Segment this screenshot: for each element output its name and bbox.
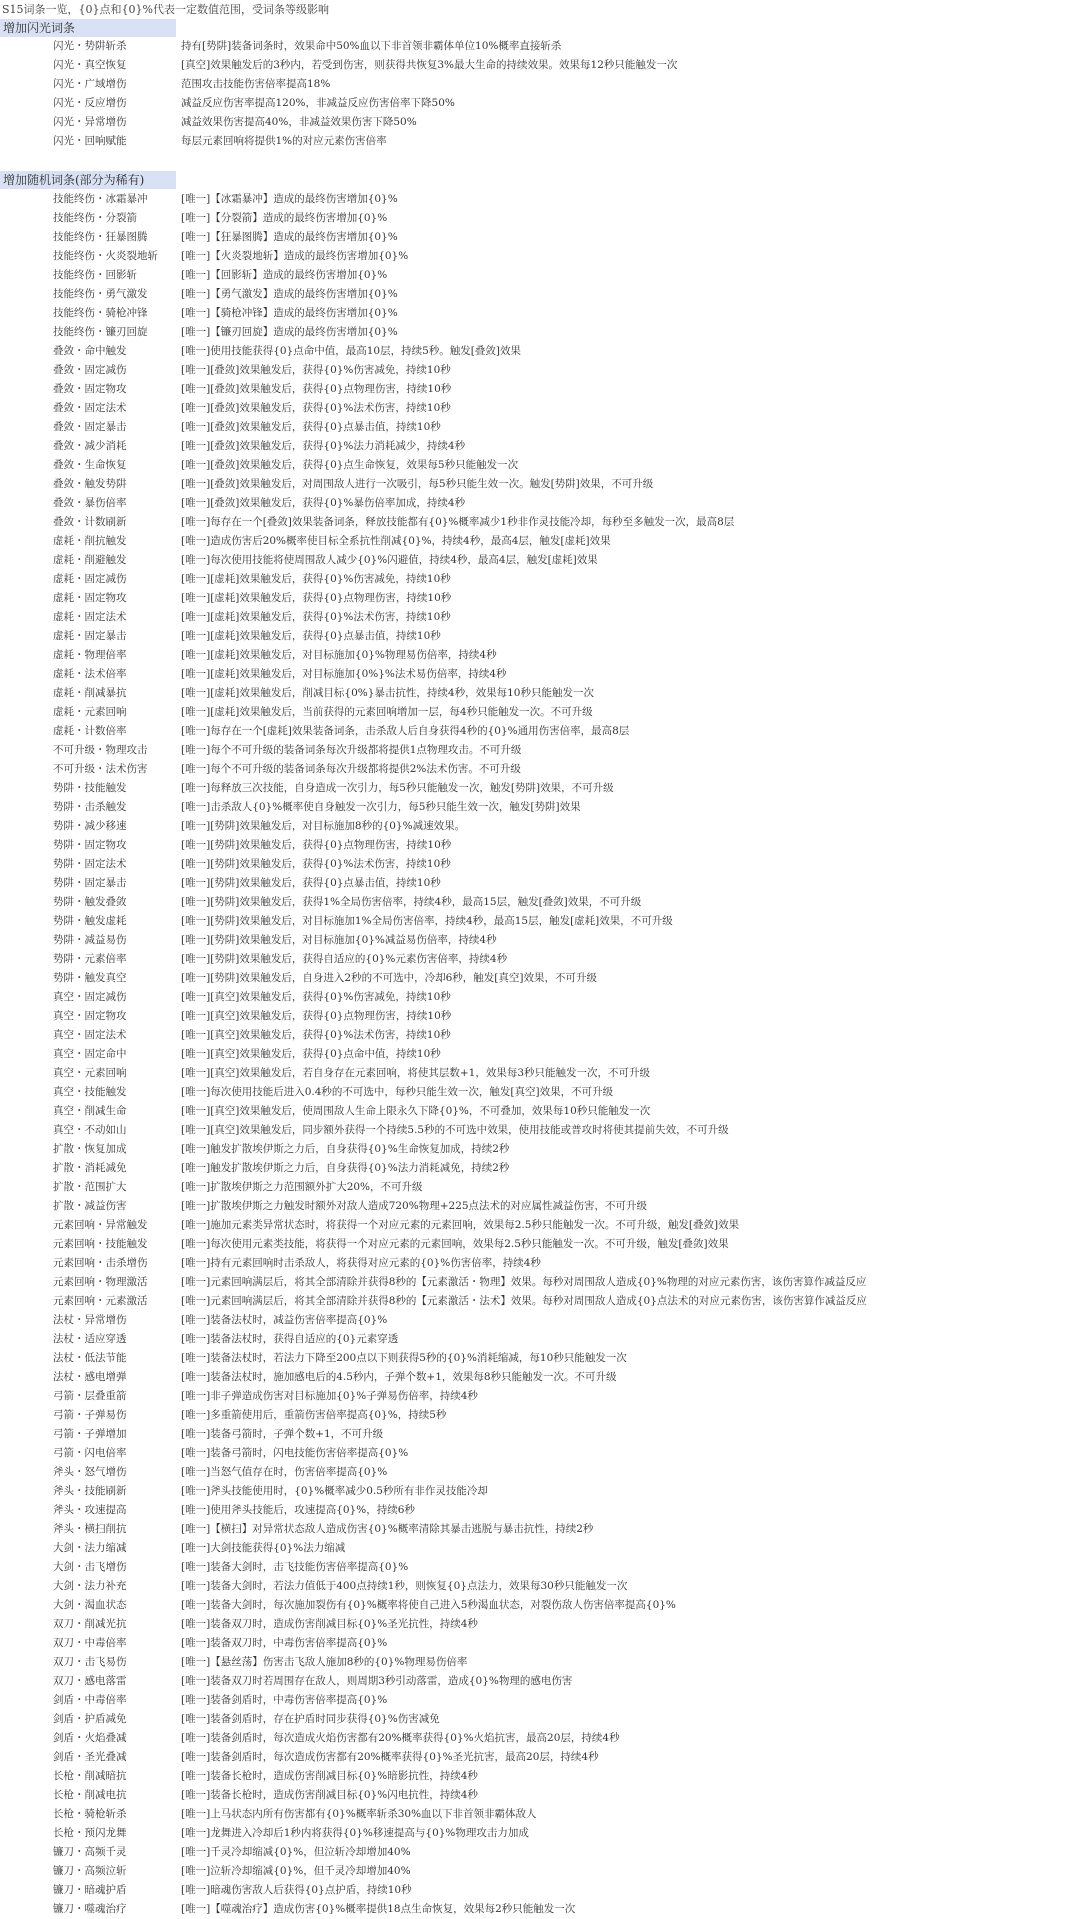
list-item bbox=[0, 912, 1080, 931]
affix-name: 剑盾・火焰叠减 bbox=[53, 1732, 127, 1744]
list-item bbox=[0, 1615, 1080, 1634]
list-item bbox=[0, 1083, 1080, 1102]
affix-name: 真空・固定物攻 bbox=[53, 1010, 127, 1022]
affix-description: [唯一]装备剑盾时，每次造成火焰伤害都有20%概率获得{0}%火焰抗害，最高20层，持续4秒 bbox=[181, 1732, 620, 1744]
affix-description: [唯一]装备大剑时，若法力值低于400点持续1秒，则恢复{0}点法力，效果每30秒只能触发一次 bbox=[181, 1580, 628, 1592]
affix-description: [唯一]每存在一个[叠敛]效果装备词条，释放技能都有{0}%概率减少1秒非作灵技能冷却，每秒至多触发一次，最高8层 bbox=[181, 516, 735, 528]
list-item bbox=[0, 1102, 1080, 1121]
affix-description: [唯一]击杀敌人{0}%概率使自身触发一次引力，每5秒只能生效一次，触发[势阱]效果 bbox=[181, 801, 581, 813]
list-item bbox=[0, 1691, 1080, 1710]
affix-name: 技能终伤・骑枪冲锋 bbox=[53, 307, 148, 319]
affix-description: 持有[势阱]装备词条时，效果命中50%血以下非首领非霸体单位10%概率直接斩杀 bbox=[181, 40, 562, 52]
list-item bbox=[0, 1843, 1080, 1862]
list-item bbox=[0, 228, 1080, 247]
list-item bbox=[0, 874, 1080, 893]
affix-description: [唯一]元素回响满层后，将其全部清除并获得8秒的【元素激活・物理】效果。每秒对周围敌人造成{0}%物理的对应元素伤害，该伤害算作减益反应 bbox=[181, 1276, 867, 1288]
affix-description: [唯一][叠敛]效果触发后，获得{0}%暴伤倍率加成，持续4秒 bbox=[181, 497, 466, 509]
affix-description: [唯一]装备双刀时若周围存在敌人，则周期3秒引动落雷，造成{0}%物理的感电伤害 bbox=[181, 1675, 573, 1687]
list-item bbox=[0, 836, 1080, 855]
list-item bbox=[0, 893, 1080, 912]
list-item bbox=[0, 703, 1080, 722]
affix-description: [唯一]【分裂箭】造成的最终伤害增加{0}% bbox=[181, 212, 388, 224]
affix-name: 虚耗・削避触发 bbox=[53, 554, 127, 566]
affix-name: 闪光・势阱斩杀 bbox=[53, 40, 127, 52]
affix-name: 元素回响・异常触发 bbox=[53, 1219, 148, 1231]
affix-description: [唯一][势阱]效果触发后，获得{0}点暴击值，持续10秒 bbox=[181, 877, 441, 889]
affix-description: [唯一]装备长枪时，造成伤害削减目标{0}%闪电抗性，持续4秒 bbox=[181, 1789, 478, 1801]
affix-description: [唯一][真空]效果触发后，获得{0}点命中值，持续10秒 bbox=[181, 1048, 441, 1060]
affix-name: 闪光・异常增伤 bbox=[53, 116, 127, 128]
affix-name: 双刀・削减光抗 bbox=[53, 1618, 127, 1630]
list-item bbox=[0, 1273, 1080, 1292]
list-item bbox=[0, 1349, 1080, 1368]
affix-name: 势阱・固定物攻 bbox=[53, 839, 127, 851]
affix-name: 势阱・减少移速 bbox=[53, 820, 127, 832]
affix-description: [唯一]装备剑盾时，每次造成伤害都有20%概率获得{0}%圣光抗害，最高20层，持续4秒 bbox=[181, 1751, 599, 1763]
affix-description: [唯一][虚耗]效果触发后，获得{0}%伤害减免，持续10秒 bbox=[181, 573, 451, 585]
list-item bbox=[0, 589, 1080, 608]
list-item bbox=[0, 741, 1080, 760]
list-item bbox=[0, 950, 1080, 969]
list-item bbox=[0, 132, 1080, 151]
list-item bbox=[0, 779, 1080, 798]
affix-description: [唯一]当怒气值存在时，伤害倍率提高{0}% bbox=[181, 1466, 388, 1478]
list-item bbox=[0, 798, 1080, 817]
affix-name: 势阱・触发虚耗 bbox=[53, 915, 127, 927]
list-item bbox=[0, 1197, 1080, 1216]
list-item bbox=[0, 988, 1080, 1007]
affix-name: 双刀・击飞易伤 bbox=[53, 1656, 127, 1668]
affix-name: 叠敛・命中触发 bbox=[53, 345, 127, 357]
list-item bbox=[0, 1729, 1080, 1748]
list-item bbox=[0, 1577, 1080, 1596]
affix-description: [唯一][势阱]效果触发后，获得1%全局伤害倍率，持续4秒，最高15层，触发[叠敛]效果，不可升级 bbox=[181, 896, 642, 908]
list-item bbox=[0, 285, 1080, 304]
list-item bbox=[0, 475, 1080, 494]
affix-name: 叠敛・减少消耗 bbox=[53, 440, 127, 452]
affix-description: [唯一]【勇气激发】造成的最终伤害增加{0}% bbox=[181, 288, 398, 300]
affix-description: [唯一][势阱]效果触发后，自身进入2秒的不可选中，冷却6秒，触发[真空]效果，不可升级 bbox=[181, 972, 597, 984]
list-item bbox=[0, 1387, 1080, 1406]
affix-name: 叠敛・固定暴击 bbox=[53, 421, 127, 433]
affix-description: [唯一]装备剑盾时，中毒伤害倍率提高{0}% bbox=[181, 1694, 388, 1706]
list-item bbox=[0, 342, 1080, 361]
affix-description: [唯一]【骑枪冲锋】造成的最终伤害增加{0}% bbox=[181, 307, 398, 319]
affix-description: [唯一]装备剑盾时，存在护盾时同步获得{0}%伤害减免 bbox=[181, 1713, 440, 1725]
affix-name: 技能终伤・冰霜暴冲 bbox=[53, 193, 148, 205]
list-item bbox=[0, 1026, 1080, 1045]
affix-name: 弓箭・子弹增加 bbox=[53, 1428, 127, 1440]
list-item bbox=[0, 1444, 1080, 1463]
list-item bbox=[0, 1064, 1080, 1083]
affix-name: 叠敛・暴伤倍率 bbox=[53, 497, 127, 509]
affix-name: 真空・固定法术 bbox=[53, 1029, 127, 1041]
affix-name: 叠敛・固定减伤 bbox=[53, 364, 127, 376]
list-item bbox=[0, 456, 1080, 475]
affix-description: [唯一]装备弓箭时，子弹个数+1，不可升级 bbox=[181, 1428, 384, 1440]
list-item bbox=[0, 684, 1080, 703]
affix-name: 叠敛・固定法术 bbox=[53, 402, 127, 414]
list-item bbox=[0, 1634, 1080, 1653]
affix-name: 斧头・攻速提高 bbox=[53, 1504, 127, 1516]
affix-name: 虚耗・固定物攻 bbox=[53, 592, 127, 604]
list-item bbox=[0, 37, 1080, 56]
affix-description: [唯一]每次使用技能将使周围敌人减少{0}%闪避值，持续4秒，最高4层，触发[虚耗]效果 bbox=[181, 554, 598, 566]
affix-name: 真空・元素回响 bbox=[53, 1067, 127, 1079]
random-affix-list bbox=[0, 190, 1080, 1919]
affix-description: [唯一]【火炎裂地斩】造成的最终伤害增加{0}% bbox=[181, 250, 409, 262]
affix-name: 剑盾・中毒倍率 bbox=[53, 1694, 127, 1706]
list-item bbox=[0, 94, 1080, 113]
affix-name: 元素回响・物理激活 bbox=[53, 1276, 148, 1288]
affix-name: 技能终伤・勇气激发 bbox=[53, 288, 148, 300]
affix-name: 虚耗・物理倍率 bbox=[53, 649, 127, 661]
affix-name: 叠敛・固定物攻 bbox=[53, 383, 127, 395]
affix-description: 减益反应伤害率提高120%，非减益反应伤害倍率下降50% bbox=[181, 97, 455, 109]
list-item bbox=[0, 1900, 1080, 1919]
list-item bbox=[0, 627, 1080, 646]
affix-name: 闪光・反应增伤 bbox=[53, 97, 127, 109]
affix-description: [唯一]施加元素类异常状态时，将获得一个对应元素的元素回响，效果每2.5秒只能触发一次。不可升级，触发[叠敛]效果 bbox=[181, 1219, 740, 1231]
section-header-random-affixes: 增加随机词条(部分为稀有) bbox=[0, 171, 176, 189]
affix-description: [唯一]非子弹造成伤害对目标施加{0}%子弹易伤倍率，持续4秒 bbox=[181, 1390, 478, 1402]
affix-description: [唯一]扩散埃伊斯之力范围额外扩大20%，不可升级 bbox=[181, 1181, 423, 1193]
affix-name: 真空・固定命中 bbox=[53, 1048, 127, 1060]
list-item bbox=[0, 56, 1080, 75]
affix-name: 镰刀・高频千灵 bbox=[53, 1846, 127, 1858]
list-item bbox=[0, 494, 1080, 513]
affix-name: 虚耗・计数倍率 bbox=[53, 725, 127, 737]
list-item bbox=[0, 1425, 1080, 1444]
affix-name: 虚耗・固定法术 bbox=[53, 611, 127, 623]
affix-description: [唯一][叠敛]效果触发后，获得{0}点暴击值，持续10秒 bbox=[181, 421, 441, 433]
affix-name: 长枪・削减电抗 bbox=[53, 1789, 127, 1801]
affix-name: 虚耗・削抗触发 bbox=[53, 535, 127, 547]
affix-name: 虚耗・法术倍率 bbox=[53, 668, 127, 680]
affix-name: 镰刀・噬魂治疗 bbox=[53, 1903, 127, 1915]
affix-description: [唯一][虚耗]效果触发后，获得{0}点暴击值，持续10秒 bbox=[181, 630, 441, 642]
affix-description: [唯一][叠敛]效果触发后，获得{0}点物理伤害，持续10秒 bbox=[181, 383, 452, 395]
affix-name: 大剑・法力补充 bbox=[53, 1580, 127, 1592]
affix-description: [唯一]装备双刀时，中毒伤害倍率提高{0}% bbox=[181, 1637, 388, 1649]
list-item bbox=[0, 1159, 1080, 1178]
affix-name: 势阱・元素倍率 bbox=[53, 953, 127, 965]
affix-description: [唯一][虚耗]效果触发后，获得{0}%法术伤害，持续10秒 bbox=[181, 611, 451, 623]
affix-name: 叠敛・生命恢复 bbox=[53, 459, 127, 471]
affix-name: 闪光・广域增伤 bbox=[53, 78, 127, 90]
affix-name: 闪光・真空恢复 bbox=[53, 59, 127, 71]
affix-description: [唯一]龙舞进入冷却后1秒内将获得{0}%移速提高与{0}%物理攻击力加成 bbox=[181, 1827, 529, 1839]
affix-name: 弓箭・层叠重箭 bbox=[53, 1390, 127, 1402]
affix-name: 虚耗・固定暴击 bbox=[53, 630, 127, 642]
list-item bbox=[0, 1178, 1080, 1197]
affix-description: [唯一][叠敛]效果触发后，获得{0}%伤害减免，持续10秒 bbox=[181, 364, 451, 376]
affix-name: 剑盾・圣光叠减 bbox=[53, 1751, 127, 1763]
affix-description: [唯一]元素回响满层后，将其全部清除并获得8秒的【元素激活・法术】效果。每秒对周围敌人造成{0}点法术的对应元素伤害，该伤害算作减益反应 bbox=[181, 1295, 867, 1307]
affix-description: [唯一][叠敛]效果触发后，获得{0}点生命恢复，效果每5秒只能触发一次 bbox=[181, 459, 519, 471]
list-item bbox=[0, 1786, 1080, 1805]
affix-name: 虚耗・削减暴抗 bbox=[53, 687, 127, 699]
list-item bbox=[0, 1292, 1080, 1311]
affix-description: 范围攻击技能伤害倍率提高18% bbox=[181, 78, 331, 90]
affix-description: [唯一][真空]效果触发后，获得{0}点物理伤害，持续10秒 bbox=[181, 1010, 452, 1022]
affix-description: [唯一]装备大剑时，每次施加裂伤有{0}%概率将使自己进入5秒渴血状态，对裂伤敌人伤害倍率提高{0}% bbox=[181, 1599, 676, 1611]
list-item bbox=[0, 722, 1080, 741]
list-item bbox=[0, 380, 1080, 399]
affix-name: 闪光・回响赋能 bbox=[53, 135, 127, 147]
affix-name: 剑盾・护盾减免 bbox=[53, 1713, 127, 1725]
list-item bbox=[0, 1596, 1080, 1615]
affix-name: 扩散・范围扩大 bbox=[53, 1181, 127, 1193]
affix-description: [唯一][势阱]效果触发后，对目标施加{0}%减益易伤倍率，持续4秒 bbox=[181, 934, 497, 946]
affix-name: 斧头・横扫削抗 bbox=[53, 1523, 127, 1535]
affix-description: [唯一]多重箭使用后，重箭伤害倍率提高{0}%，持续5秒 bbox=[181, 1409, 447, 1421]
list-item bbox=[0, 1311, 1080, 1330]
affix-description: [唯一]上马状态内所有伤害都有{0}%概率斩杀30%血以下非首领非霸体敌人 bbox=[181, 1808, 537, 1820]
affix-name: 真空・削减生命 bbox=[53, 1105, 127, 1117]
affix-name: 势阱・固定暴击 bbox=[53, 877, 127, 889]
affix-description: [唯一]每存在一个[虚耗]效果装备词条，击杀敌人后自身获得4秒的{0}%通用伤害倍率，最高8层 bbox=[181, 725, 630, 737]
affix-description: [唯一][虚耗]效果触发后，削减目标{0%}暴击抗性，持续4秒，效果每10秒只能触发一次 bbox=[181, 687, 594, 699]
list-item bbox=[0, 75, 1080, 94]
affix-description: [唯一]每次使用技能后进入0.4秒的不可选中，每秒只能生效一次，触发[真空]效果，不可升级 bbox=[181, 1086, 614, 1098]
affix-name: 势阱・减益易伤 bbox=[53, 934, 127, 946]
affix-description: [唯一]【狂暴图腾】造成的最终伤害增加{0}% bbox=[181, 231, 398, 243]
affix-description: 减益效果伤害提高40%，非减益效果伤害下降50% bbox=[181, 116, 417, 128]
affix-description: [唯一][势阱]效果触发后，获得自适应的{0}%元素伤害倍率，持续4秒 bbox=[181, 953, 508, 965]
affix-description: [唯一]使用斧头技能后，攻速提高{0}%，持续6秒 bbox=[181, 1504, 415, 1516]
affix-name: 技能终伤・回影斩 bbox=[53, 269, 137, 281]
affix-description: [唯一]大剑技能获得{0}%法力缩减 bbox=[181, 1542, 346, 1554]
affix-description: [唯一][真空]效果触发后，获得{0}%伤害减免，持续10秒 bbox=[181, 991, 451, 1003]
list-item bbox=[0, 304, 1080, 323]
affix-description: [唯一][虚耗]效果触发后，获得{0}点物理伤害，持续10秒 bbox=[181, 592, 452, 604]
affix-name: 技能终伤・镰刃回旋 bbox=[53, 326, 148, 338]
affix-name: 势阱・固定法术 bbox=[53, 858, 127, 870]
affix-name: 大剑・击飞增伤 bbox=[53, 1561, 127, 1573]
list-item bbox=[0, 1254, 1080, 1273]
affix-description: [唯一]斧头技能使用时，{0}%概率减少0.5秒所有非作灵技能冷却 bbox=[181, 1485, 488, 1497]
list-item bbox=[0, 1045, 1080, 1064]
affix-name: 法杖・感电增弹 bbox=[53, 1371, 127, 1383]
affix-description: 每层元素回响将提供1%的对应元素伤害倍率 bbox=[181, 135, 387, 147]
affix-description: [唯一]扩散埃伊斯之力触发时额外对敌人造成720%物理+225点法术的对应属性减益伤害，不可升级 bbox=[181, 1200, 648, 1212]
affix-name: 扩散・减益伤害 bbox=[53, 1200, 127, 1212]
list-item bbox=[0, 1824, 1080, 1843]
affix-name: 势阱・触发叠敛 bbox=[53, 896, 127, 908]
affix-description: [唯一]【噬魂治疗】造成伤害{0}%概率提供18点生命恢复，效果每2秒只能触发一次 bbox=[181, 1903, 576, 1915]
affix-name: 元素回响・击杀增伤 bbox=[53, 1257, 148, 1269]
list-item bbox=[0, 570, 1080, 589]
affix-name: 斧头・技能刷新 bbox=[53, 1485, 127, 1497]
list-item bbox=[0, 113, 1080, 132]
affix-name: 双刀・中毒倍率 bbox=[53, 1637, 127, 1649]
affix-description: [唯一][叠敛]效果触发后，获得{0}%法力消耗减少，持续4秒 bbox=[181, 440, 466, 452]
affix-description: [唯一]装备双刀时，造成伤害削减目标{0}%圣光抗性，持续4秒 bbox=[181, 1618, 478, 1630]
affix-name: 弓箭・子弹易伤 bbox=[53, 1409, 127, 1421]
affix-description: [唯一]每释放三次技能，自身造成一次引力，每5秒只能触发一次，触发[势阱]效果，不可升级 bbox=[181, 782, 614, 794]
affix-name: 法杖・低法节能 bbox=[53, 1352, 127, 1364]
affix-description: [唯一]使用技能获得{0}点命中值，最高10层，持续5秒。触发[叠敛]效果 bbox=[181, 345, 521, 357]
affix-name: 叠敛・计数刷新 bbox=[53, 516, 127, 528]
affix-description: [唯一]装备法杖时，减益伤害倍率提高{0}% bbox=[181, 1314, 388, 1326]
list-item bbox=[0, 209, 1080, 228]
list-item bbox=[0, 969, 1080, 988]
affix-name: 真空・技能触发 bbox=[53, 1086, 127, 1098]
affix-description: [唯一]每个不可升级的装备词条每次升级都将提供2%法术伤害。不可升级 bbox=[181, 763, 521, 775]
affix-description: [唯一]【回影斩】造成的最终伤害增加{0}% bbox=[181, 269, 388, 281]
affix-name: 大剑・法力缩减 bbox=[53, 1542, 127, 1554]
affix-name: 元素回响・元素激活 bbox=[53, 1295, 148, 1307]
affix-name: 不可升级・物理攻击 bbox=[53, 744, 148, 756]
list-item bbox=[0, 1330, 1080, 1349]
list-item bbox=[0, 1501, 1080, 1520]
list-item bbox=[0, 1672, 1080, 1691]
list-item bbox=[0, 551, 1080, 570]
list-item bbox=[0, 931, 1080, 950]
list-item bbox=[0, 1007, 1080, 1026]
affix-name: 镰刀・高频泣斩 bbox=[53, 1865, 127, 1877]
affix-description: [唯一][虚耗]效果触发后，对目标施加{0%}%法术易伤倍率，持续4秒 bbox=[181, 668, 507, 680]
affix-name: 长枪・削减暗抗 bbox=[53, 1770, 127, 1782]
list-item bbox=[0, 1368, 1080, 1387]
affix-description: [唯一]装备大剑时，击飞技能伤害倍率提高{0}% bbox=[181, 1561, 409, 1573]
list-item bbox=[0, 1406, 1080, 1425]
affix-description: [唯一]【悬丝荡】伤害击飞敌人施加8秒的{0}%物理易伤倍率 bbox=[181, 1656, 468, 1668]
affix-description: [唯一][虚耗]效果触发后，对目标施加{0}%物理易伤倍率，持续4秒 bbox=[181, 649, 497, 661]
list-item bbox=[0, 855, 1080, 874]
list-item bbox=[0, 437, 1080, 456]
list-item bbox=[0, 1748, 1080, 1767]
affix-description: [唯一]装备法杖时，施加感电后的4.5秒内，子弹个数+1，效果每8秒只能触发一次。不可升级 bbox=[181, 1371, 617, 1383]
affix-name: 长枪・骑枪斩杀 bbox=[53, 1808, 127, 1820]
affix-name: 扩散・恢复加成 bbox=[53, 1143, 127, 1155]
affix-description: [唯一][真空]效果触发后，若自身存在元素回响，将使其层数+1，效果每3秒只能触发一次，不可升级 bbox=[181, 1067, 651, 1079]
affix-description: [唯一][虚耗]效果触发后，当前获得的元素回响增加一层，每4秒只能触发一次。不可升级 bbox=[181, 706, 593, 718]
affix-description: [唯一]【冰霜暴冲】造成的最终伤害增加{0}% bbox=[181, 193, 398, 205]
list-item bbox=[0, 190, 1080, 209]
list-item bbox=[0, 323, 1080, 342]
affix-description: [唯一]造成伤害后20%概率使目标全系抗性削减{0}%，持续4秒，最高4层，触发[虚耗]效果 bbox=[181, 535, 611, 547]
affix-description: [唯一]【横扫】对异常状态敌人造成伤害{0}%概率清除其暴击逃脱与暴击抗性，持续2秒 bbox=[181, 1523, 594, 1535]
affix-description: [唯一]触发扩散埃伊斯之力后，自身获得{0}%生命恢复加成，持续2秒 bbox=[181, 1143, 510, 1155]
list-item bbox=[0, 1558, 1080, 1577]
affix-description: [唯一][真空]效果触发后，获得{0}%法术伤害，持续10秒 bbox=[181, 1029, 451, 1041]
list-item bbox=[0, 1767, 1080, 1786]
affix-description: [唯一]【镰刃回旋】造成的最终伤害增加{0}% bbox=[181, 326, 398, 338]
list-item bbox=[0, 760, 1080, 779]
flash-affix-list bbox=[0, 37, 1080, 151]
list-item bbox=[0, 646, 1080, 665]
affix-description: [唯一]千灵冷却缩减{0}%，但泣斩冷却增加40% bbox=[181, 1846, 411, 1858]
list-item bbox=[0, 1881, 1080, 1900]
list-item bbox=[0, 1710, 1080, 1729]
list-item bbox=[0, 399, 1080, 418]
affix-name: 法杖・适应穿透 bbox=[53, 1333, 127, 1345]
affix-name: 弓箭・闪电倍率 bbox=[53, 1447, 127, 1459]
list-item bbox=[0, 1653, 1080, 1672]
affix-description: [唯一][叠敛]效果触发后，对周围敌人进行一次吸引，每5秒只能生效一次。触发[势阱]效果，不可升级 bbox=[181, 478, 654, 490]
affix-description: [唯一][势阱]效果触发后，获得{0}点物理伤害，持续10秒 bbox=[181, 839, 452, 851]
affix-description: [唯一][真空]效果触发后，同步额外获得一个持续5.5秒的不可选中效果，使用技能或普攻时将使其提前失效，不可升级 bbox=[181, 1124, 729, 1136]
affix-description: [唯一][势阱]效果触发后，获得{0}%法术伤害，持续10秒 bbox=[181, 858, 451, 870]
list-item bbox=[0, 665, 1080, 684]
affix-description: [唯一][叠敛]效果触发后，获得{0}%法术伤害，持续10秒 bbox=[181, 402, 451, 414]
intro-text: S15词条一览，{0}点和{0}%代表一定数值范围，受词条等级影响 bbox=[2, 3, 329, 16]
affix-description: [唯一]装备法杖时，若法力下降至200点以下则获得5秒的{0}%消耗缩减，每10秒只能触发一次 bbox=[181, 1352, 627, 1364]
affix-description: [唯一]泣斩冷却缩减{0}%，但千灵冷却增加40% bbox=[181, 1865, 411, 1877]
list-item bbox=[0, 418, 1080, 437]
affix-name: 大剑・渴血状态 bbox=[53, 1599, 127, 1611]
affix-name: 真空・不动如山 bbox=[53, 1124, 127, 1136]
affix-description: [唯一]触发扩散埃伊斯之力后，自身获得{0}%法力消耗减免，持续2秒 bbox=[181, 1162, 510, 1174]
affix-name: 法杖・异常增伤 bbox=[53, 1314, 127, 1326]
list-item bbox=[0, 532, 1080, 551]
list-item bbox=[0, 513, 1080, 532]
list-item bbox=[0, 266, 1080, 285]
list-item bbox=[0, 608, 1080, 627]
affix-name: 双刀・感电落雷 bbox=[53, 1675, 127, 1687]
list-item bbox=[0, 1463, 1080, 1482]
affix-description: [唯一][势阱]效果触发后，对目标施加8秒的{0}%减速效果。 bbox=[181, 820, 466, 832]
affix-description: [唯一]每个不可升级的装备词条每次升级都将提供1点物理攻击。不可升级 bbox=[181, 744, 522, 756]
affix-name: 势阱・击杀触发 bbox=[53, 801, 127, 813]
list-item bbox=[0, 1482, 1080, 1501]
list-item bbox=[0, 817, 1080, 836]
affix-description: [唯一]持有元素回响时击杀敌人，将获得对应元素的{0}%伤害倍率，持续4秒 bbox=[181, 1257, 541, 1269]
list-item bbox=[0, 1140, 1080, 1159]
affix-name: 势阱・技能触发 bbox=[53, 782, 127, 794]
affix-name: 技能终伤・狂暴图腾 bbox=[53, 231, 148, 243]
affix-name: 斧头・怒气增伤 bbox=[53, 1466, 127, 1478]
affix-name: 技能终伤・分裂箭 bbox=[53, 212, 137, 224]
affix-name: 镰刀・暗魂护盾 bbox=[53, 1884, 127, 1896]
affix-name: 不可升级・法术伤害 bbox=[53, 763, 148, 775]
list-item bbox=[0, 1520, 1080, 1539]
list-item bbox=[0, 1121, 1080, 1140]
affix-name: 虚耗・固定减伤 bbox=[53, 573, 127, 585]
affix-description: [唯一]装备弓箭时，闪电技能伤害倍率提高{0}% bbox=[181, 1447, 409, 1459]
affix-description: [唯一][真空]效果触发后，使周围敌人生命上限永久下降{0}%，不可叠加，效果每10秒只能触发一次 bbox=[181, 1105, 651, 1117]
affix-name: 叠敛・触发势阱 bbox=[53, 478, 127, 490]
affix-description: [唯一][势阱]效果触发后，对目标施加1%全局伤害倍率，持续4秒，最高15层，触发[虚耗]效果，不可升级 bbox=[181, 915, 673, 927]
affix-name: 技能终伤・火炎裂地斩 bbox=[53, 250, 158, 262]
list-item bbox=[0, 1235, 1080, 1254]
affix-description: [唯一]暗魂伤害敌人后获得{0}点护盾，持续10秒 bbox=[181, 1884, 412, 1896]
affix-description: [唯一]装备法杖时，获得自适应的{0}元素穿透 bbox=[181, 1333, 399, 1345]
affix-name: 扩散・消耗减免 bbox=[53, 1162, 127, 1174]
affix-name: 虚耗・元素回响 bbox=[53, 706, 127, 718]
affix-name: 真空・固定减伤 bbox=[53, 991, 127, 1003]
list-item bbox=[0, 361, 1080, 380]
affix-description: [唯一]装备长枪时，造成伤害削减目标{0}%暗影抗性，持续4秒 bbox=[181, 1770, 478, 1782]
list-item bbox=[0, 1805, 1080, 1824]
list-item bbox=[0, 1216, 1080, 1235]
list-item bbox=[0, 1862, 1080, 1881]
affix-description: [真空]效果触发后的3秒内，若受到伤害，则获得共恢复3%最大生命的持续效果。效果每12秒只能触发一次 bbox=[181, 59, 678, 71]
list-item bbox=[0, 1539, 1080, 1558]
affix-description: [唯一]每次使用元素类技能，将获得一个对应元素的元素回响，效果每2.5秒只能触发一次。不可升级，触发[叠敛]效果 bbox=[181, 1238, 729, 1250]
affix-name: 势阱・触发真空 bbox=[53, 972, 127, 984]
section-header-flash-affixes: 增加闪光词条 bbox=[0, 19, 176, 37]
affix-name: 长枪・预闪龙舞 bbox=[53, 1827, 127, 1839]
list-item bbox=[0, 247, 1080, 266]
affix-name: 元素回响・技能触发 bbox=[53, 1238, 148, 1250]
